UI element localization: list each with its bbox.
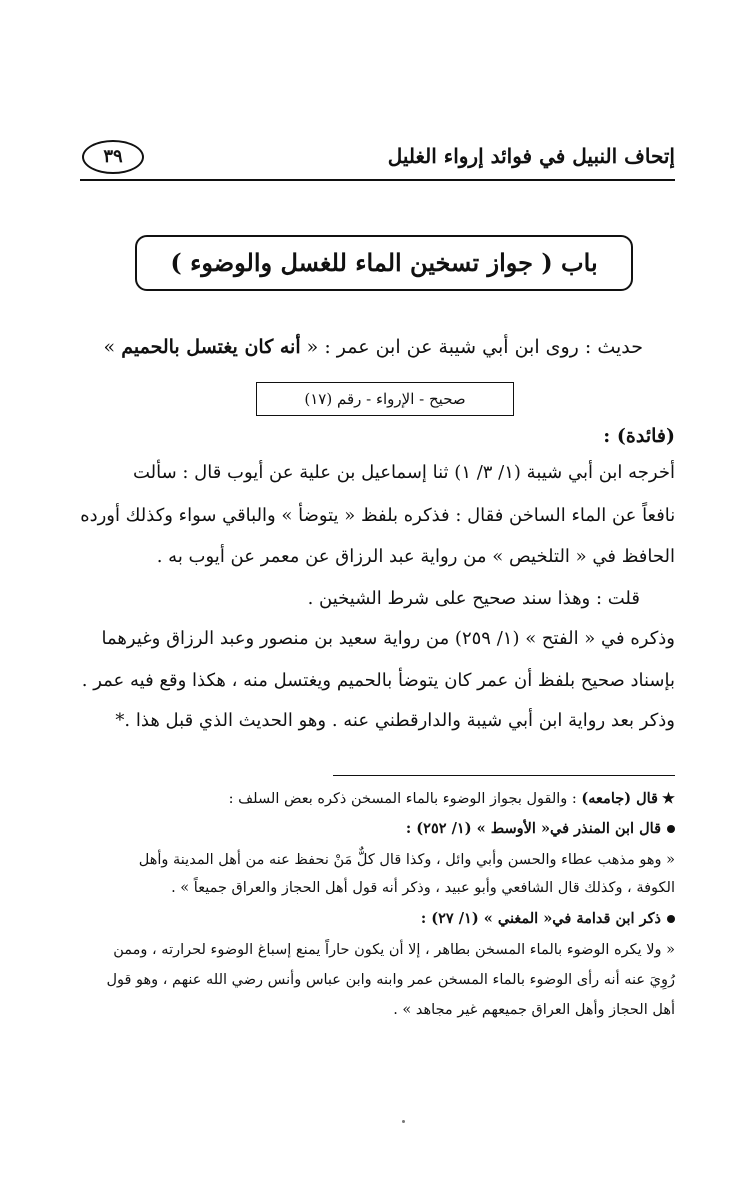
- footnote-line: الكوفة ، وكذلك قال الشافعي وأبو عبيد ، وذكر أنه قول أهل الحجاز والعراق جميعاً » .: [171, 880, 675, 896]
- book-title: إتحاف النبيل في فوائد إرواء الغليل: [387, 144, 675, 168]
- running-header: [80, 138, 675, 182]
- hadith-grade: صحيح - الإرواء - رقم (١٧): [256, 382, 514, 416]
- body-line: الحافظ في « التلخيص » من رواية عبد الرزاق عن معمر عن أيوب به .: [156, 546, 675, 567]
- chapter-title: باب ( جواز تسخين الماء للغسل والوضوء ): [135, 235, 633, 291]
- compiler-label: قال (جامعه): [581, 790, 658, 807]
- print-speck: [402, 1120, 405, 1123]
- faida-label: (فائدة) :: [603, 425, 675, 447]
- footnote-line: أهل الحجاز وأهل العراق جميعهم غير مجاهد » .: [393, 1002, 675, 1018]
- body-line: نافعاً عن الماء الساخن فقال : فذكره بلفظ « يتوضأ » والباقي سواء وكذلك أورده: [79, 505, 675, 526]
- bullet-icon: [667, 915, 675, 923]
- hadith-statement: [104, 336, 643, 358]
- footnote-line: رُوِيَ عنه أنه رأى الوضوء بالماء المسخن عمر وابنه وابن عباس وأنس رضي الله عنهم ، وهو قول: [106, 972, 675, 988]
- hadith-suffix: »: [103, 336, 122, 358]
- compiler-text: : والقول بجواز الوضوء بالماء المسخن ذكره بعض السلف :: [228, 791, 582, 807]
- footnote-heading-ibn-mundhir: [406, 820, 675, 837]
- body-line: قلت : وهذا سند صحيح على شرط الشيخين .: [307, 588, 640, 609]
- footnote-line: « ولا يكره الوضوء بالماء المسخن بطاهر ، إلا أن يكون حاراً يمنع إسباغ الوضوء لحرارته ، وممن: [113, 942, 675, 958]
- footnote-divider: [333, 775, 675, 776]
- body-line: وذكره في « الفتح » (١/ ٢٥٩) من رواية سعيد بن منصور وعبد الرزاق وغيرهما: [101, 628, 675, 649]
- bullet-icon: [667, 825, 675, 833]
- ibn-mundhir-heading: قال ابن المنذر في« الأوسط » (١/ ٢٥٢) :: [405, 820, 661, 837]
- footnote-line: « وهو مذهب عطاء والحسن وأبي وائل ، وكذا قال كلٌّ مَنْ نحفظ عنه من أهل المدينة وأهل: [138, 852, 675, 868]
- body-line: بإسناد صحيح بلفظ أن عمر كان يتوضأ بالحميم ويغتسل منه ، هكذا وقع فيه عمر .: [81, 670, 675, 691]
- hadith-prefix: حديث : روى ابن أبي شيبة عن ابن عمر : «: [300, 336, 643, 358]
- star-icon: ★: [662, 790, 675, 807]
- header-divider: [80, 179, 675, 181]
- body-line: وذكر بعد رواية ابن أبي شيبة والدارقطني عنه . وهو الحديث الذي قبل هذا .*: [115, 710, 675, 731]
- hadith-text: أنه كان يغتسل بالحميم: [121, 336, 301, 358]
- ibn-qudama-heading: ذكر ابن قدامة في« المغني » (١/ ٢٧) :: [420, 910, 661, 927]
- page-number: ٣٩: [82, 140, 144, 174]
- footnote-heading-ibn-qudama: [421, 910, 675, 927]
- body-line: أخرجه ابن أبي شيبة (١/ ٣/ ١) ثنا إسماعيل بن علية عن أيوب قال : سألت: [132, 462, 675, 483]
- footnote-compiler-note: [229, 790, 675, 807]
